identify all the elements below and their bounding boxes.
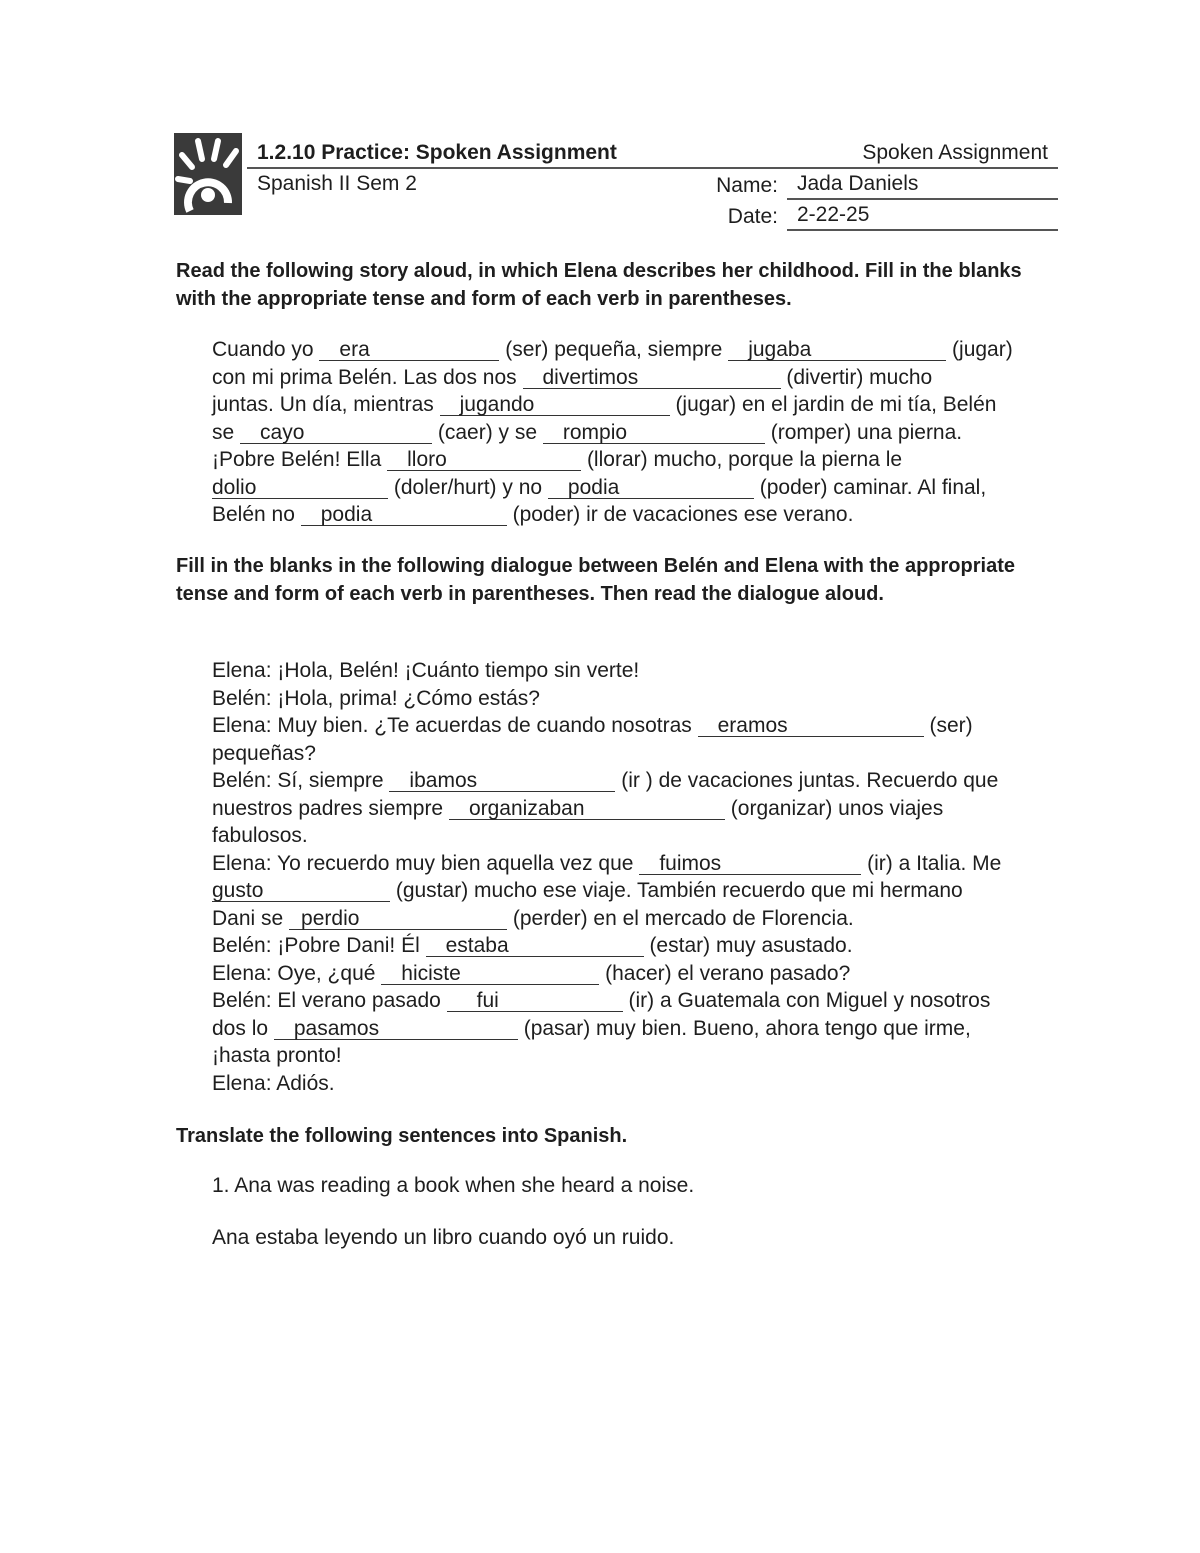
text: (ser) (923, 714, 973, 737)
text: (jugar) (946, 338, 1013, 361)
blank-llorar[interactable]: lloro (387, 449, 581, 471)
story-paragraph (212, 336, 1062, 529)
text: juntas. Un día, mientras (212, 393, 440, 416)
text: (ir) a Guatemala con Miguel y nosotros (622, 989, 991, 1012)
name-field[interactable]: Jada Daniels (787, 172, 1058, 200)
text: (doler/hurt) y no (388, 475, 548, 499)
blank-ser-2[interactable]: eramos (698, 715, 924, 737)
assignment-title: 1.2.10 Practice: Spoken Assignment (257, 141, 617, 164)
dialogue-line (212, 712, 1062, 740)
blank-ir-2[interactable]: fuimos (639, 853, 861, 875)
blank-pasar[interactable]: pasamos (274, 1018, 518, 1040)
dialogue-line (212, 987, 1062, 1015)
text: Cuando yo (212, 338, 320, 361)
text: nuestros padres siempre (212, 796, 449, 820)
header-divider (247, 167, 1058, 169)
text: Belén no (212, 503, 301, 526)
dialogue-line (212, 767, 1062, 795)
blank-jugar-2[interactable]: jugando (440, 394, 670, 416)
text: (ir ) de vacaciones juntas. Recuerdo que (615, 769, 999, 792)
text: (hacer) el verano pasado? (599, 961, 851, 985)
text: (poder) ir de vacaciones ese verano. (506, 503, 854, 526)
translation-item-1: 1. Ana was reading a book when she heard a noise. (212, 1174, 695, 1197)
dialogue-line (212, 1015, 1062, 1043)
dialogue-line: Belén: ¡Hola, prima! ¿Cómo estás? (212, 686, 540, 710)
section2-instructions: Fill in the blanks in the following dialogue between Belén and Elena with the appropriate tense and form of each verb in parentheses. Then read the dialogue aloud. (176, 555, 1015, 605)
blank-ser[interactable]: era (319, 339, 499, 361)
text: (divertir) mucho (780, 365, 933, 389)
story-line (212, 364, 1062, 392)
text: ¡Pobre Belén! Ella (212, 448, 388, 471)
text: Elena: Oye, ¿qué (212, 961, 382, 985)
blank-ir[interactable]: ibamos (389, 770, 615, 792)
story-line (212, 419, 1062, 447)
blank-romper[interactable]: rompio (543, 422, 765, 444)
dialogue-line: pequeñas? (212, 741, 316, 765)
dialogue-line (212, 905, 1062, 933)
story-line (212, 474, 1062, 502)
text: (gustar) mucho ese viaje. También recuerdo que mi hermano (390, 879, 963, 902)
text: con mi prima Belén. Las dos nos (212, 365, 523, 389)
section1-instructions: Read the following story aloud, in which Elena describes her childhood. Fill in the blanks with the appropriate tense and form of each verb in parentheses. (176, 260, 1022, 310)
text: (pasar) muy bien. Bueno, ahora tengo que irme, (517, 1016, 971, 1040)
dialogue-line (212, 960, 1062, 988)
blank-poder-2[interactable]: podia (301, 504, 507, 526)
course-name: Spanish II Sem 2 (257, 172, 417, 195)
blank-hacer[interactable]: hiciste (381, 963, 599, 985)
assignment-type: Spoken Assignment (862, 141, 1048, 164)
text: Belén: El verano pasado (212, 989, 447, 1012)
dialogue-line: ¡hasta pronto! (212, 1044, 342, 1067)
blank-organizar[interactable]: organizaban (449, 798, 725, 820)
section3-instructions: Translate the following sentences into Spanish. (176, 1125, 628, 1147)
date-label: Date: (727, 205, 778, 228)
blank-gustar[interactable]: gusto (212, 880, 390, 902)
story-line (212, 336, 1062, 364)
blank-divertir[interactable]: divertimos (523, 367, 781, 389)
story-line (212, 501, 1062, 529)
text: Elena: Muy bien. ¿Te acuerdas de cuando nosotras (212, 714, 698, 737)
text: (caer) y se (432, 420, 543, 444)
text: (ir) a Italia. Me (861, 851, 1002, 875)
date-field[interactable]: 2-22-25 (787, 203, 1058, 231)
blank-ir-3[interactable]: fui (447, 990, 623, 1012)
text: (perder) en el mercado de Florencia. (507, 906, 854, 930)
blank-jugar[interactable]: jugaba (728, 339, 946, 361)
text: Belén: ¡Pobre Dani! Él (212, 934, 426, 957)
story-line (212, 391, 1062, 419)
translation-answer-1[interactable]: Ana estaba leyendo un libro cuando oyó un ruido. (212, 1226, 675, 1249)
text: dos lo (212, 1016, 274, 1040)
dialogue-line: fabulosos. (212, 824, 308, 847)
dialogue-line (212, 795, 1062, 823)
blank-poder[interactable]: podia (548, 477, 754, 499)
text: Elena: Yo recuerdo muy bien aquella vez que (212, 851, 640, 875)
text: (poder) caminar. Al final, (753, 475, 987, 499)
blank-perder[interactable]: perdio (289, 908, 507, 930)
name-label: Name: (716, 174, 778, 197)
dialogue-line: Elena: ¡Hola, Belén! ¡Cuánto tiempo sin verte! (212, 659, 640, 682)
dialogue-line (212, 850, 1062, 878)
blank-estar[interactable]: estaba (426, 935, 644, 957)
text: Belén: Sí, siempre (212, 769, 390, 792)
dialogue-line (212, 932, 1062, 960)
text: (ser) pequeña, siempre (499, 338, 729, 361)
dialogue-line (212, 877, 1062, 905)
dialogue (212, 657, 1062, 1097)
text: (estar) muy asustado. (643, 934, 853, 957)
blank-doler[interactable]: dolio (212, 477, 388, 499)
blank-caer[interactable]: cayo (240, 422, 432, 444)
dialogue-line: Elena: Adiós. (212, 1071, 335, 1095)
text: Dani se (212, 906, 290, 930)
text: (jugar) en el jardin de mi tía, Belén (669, 393, 997, 416)
text: (llorar) mucho, porque la pierna le (581, 448, 903, 471)
text: (romper) una pierna. (764, 420, 963, 444)
school-logo (174, 133, 242, 215)
text: (organizar) unos viajes (724, 796, 944, 820)
text: se (212, 420, 241, 444)
story-line (212, 446, 1062, 474)
